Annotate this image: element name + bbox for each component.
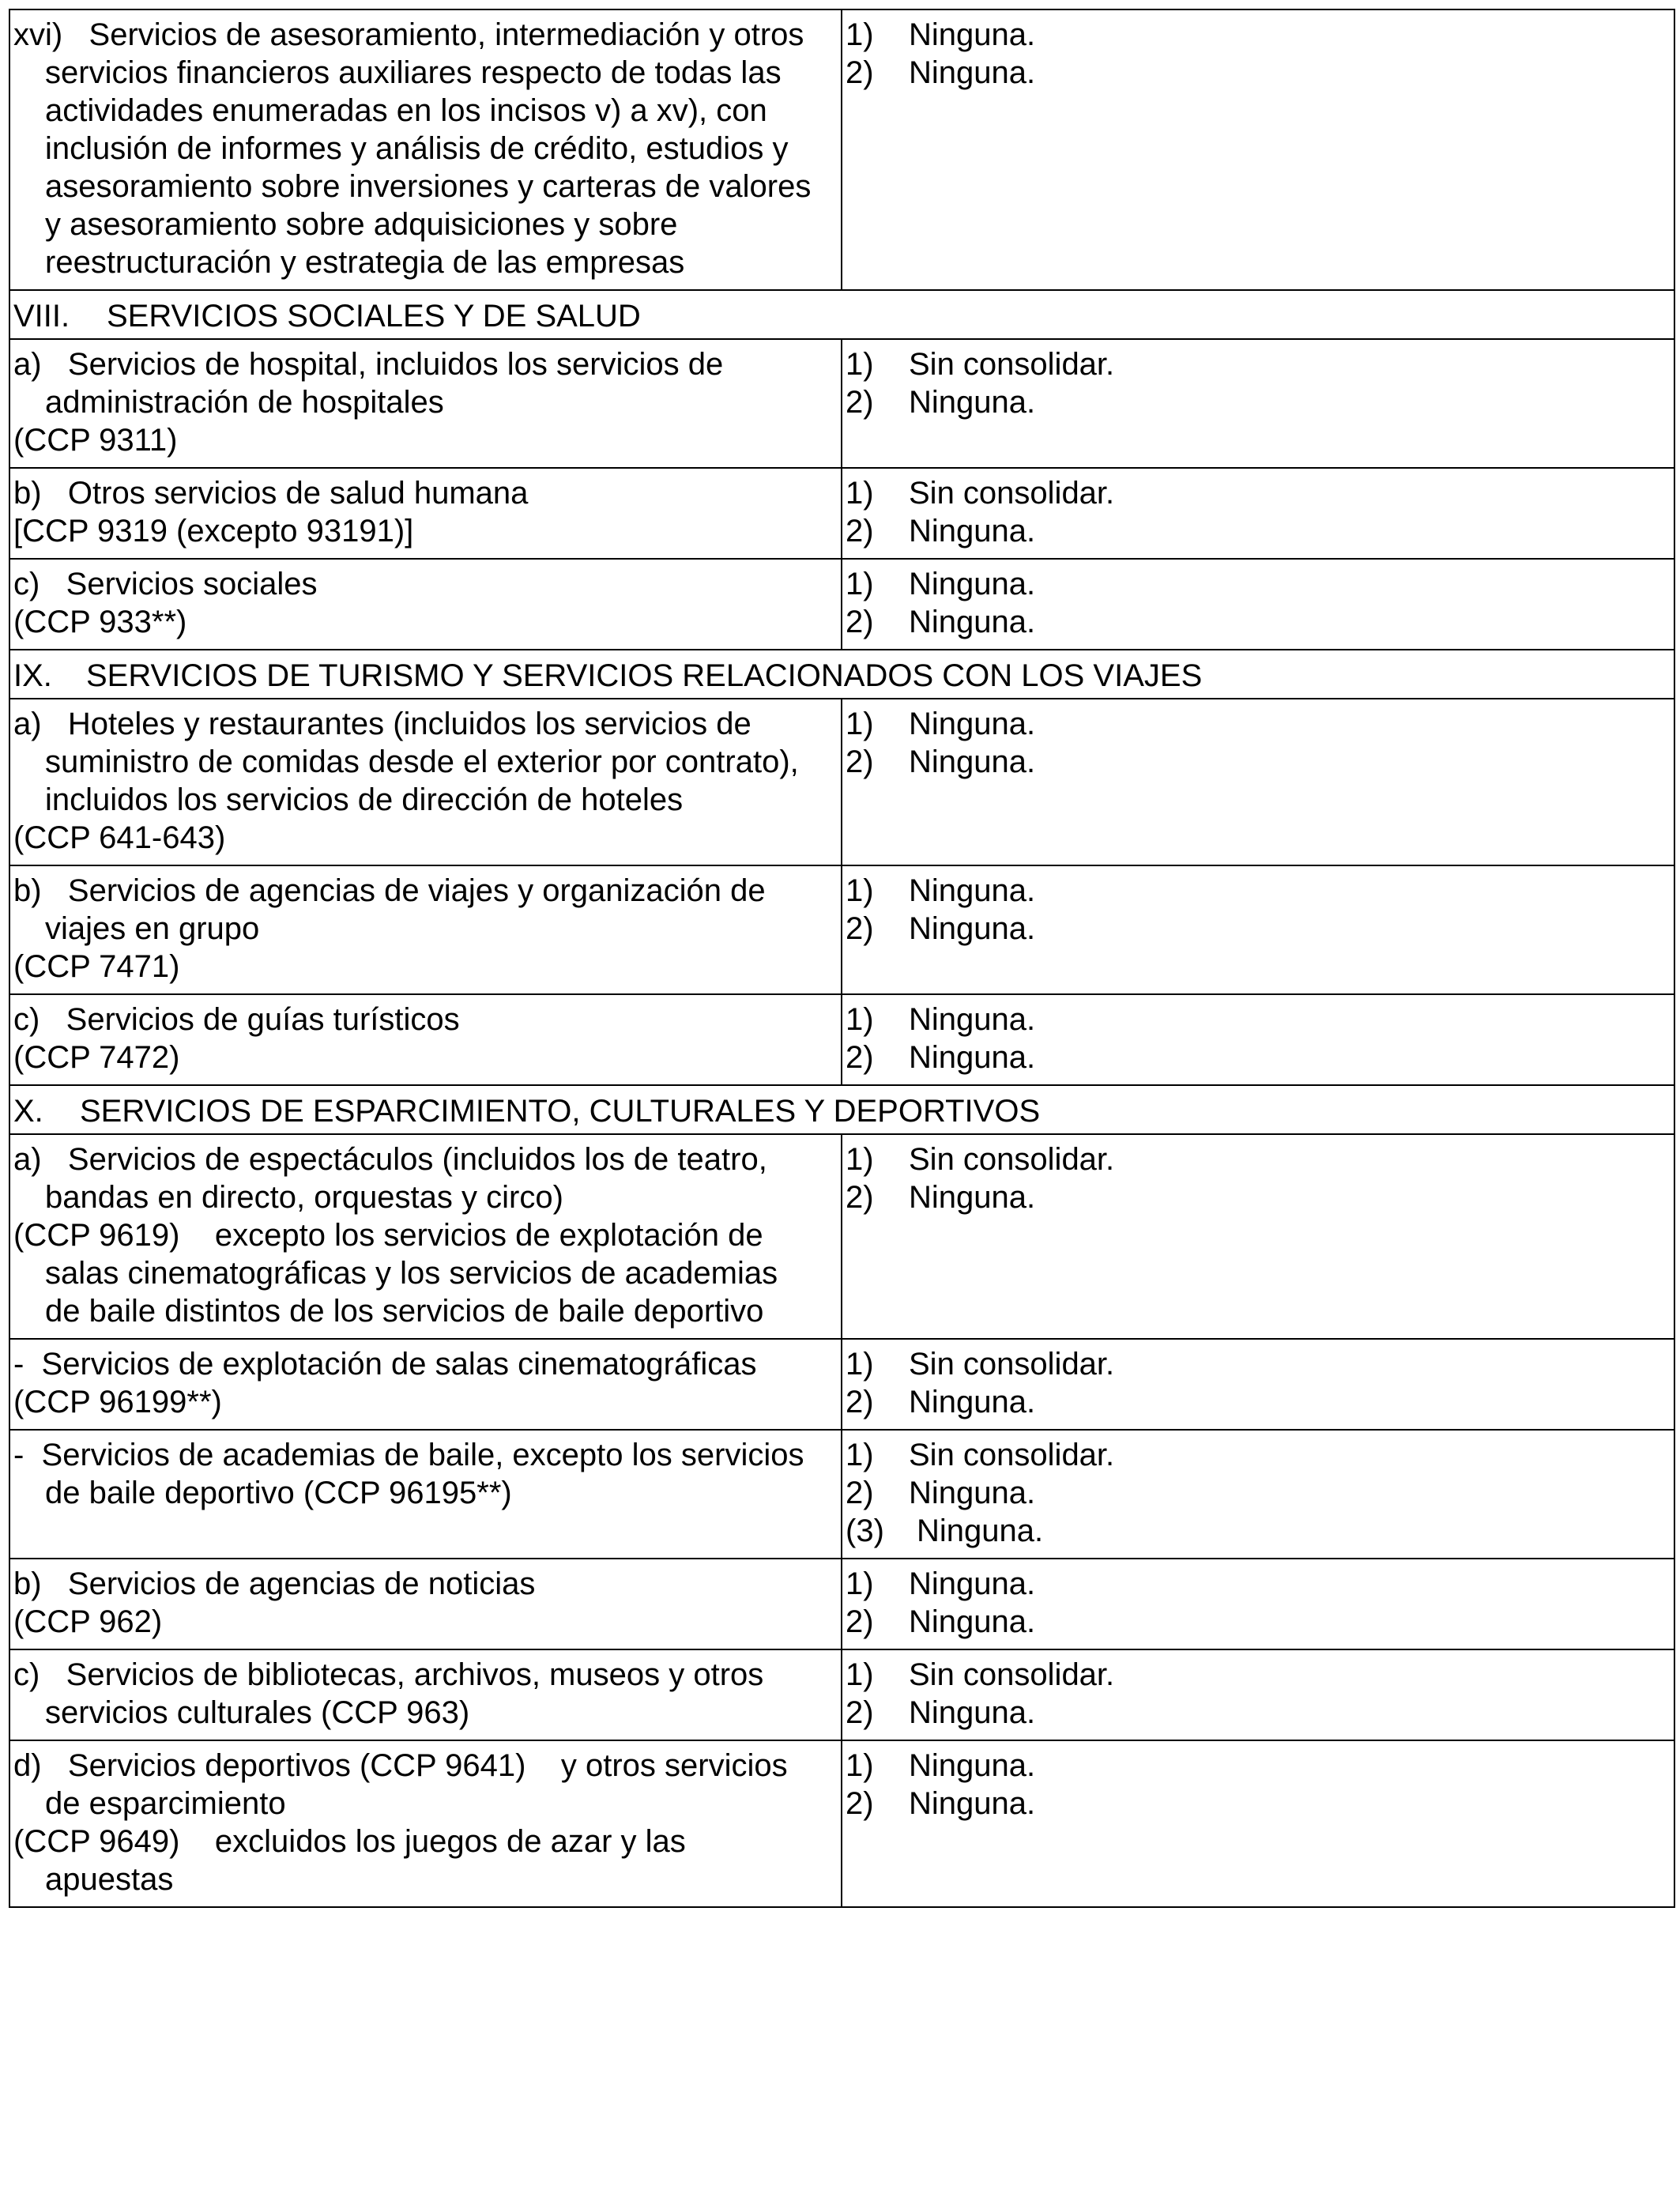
sector-cell [9, 865, 842, 994]
commitment-line [846, 1039, 1671, 1076]
sector-line: (CCP 9649) excluidos los juegos de azar y las [13, 1824, 686, 1859]
section-row [9, 290, 1674, 339]
sector-cell [9, 994, 842, 1085]
section-heading [9, 290, 1674, 339]
commitment-text: Ninguna. [909, 514, 1036, 548]
sector-line: a) Hoteles y restaurantes (incluidos los servicios de [13, 707, 751, 741]
table-row [9, 559, 1674, 650]
commitment-cell [842, 1649, 1674, 1740]
commitment-cell [842, 1134, 1674, 1339]
commitment-text: Ninguna. [909, 1040, 1036, 1075]
commitment-line [846, 1474, 1671, 1512]
sector-line: a) Servicios de hospital, incluidos los servicios de [13, 347, 724, 382]
table-row [9, 865, 1674, 994]
commitment-line [846, 743, 1671, 781]
commitment-cell [842, 468, 1674, 559]
commitment-line [846, 1785, 1671, 1823]
sector-line: b) Otros servicios de salud humana [13, 476, 529, 511]
commitment-cell [842, 1559, 1674, 1649]
sector-cell [9, 1134, 842, 1339]
commitment-mark: 2) [846, 385, 874, 420]
table-row [9, 1430, 1674, 1559]
sector-line: d) Servicios deportivos (CCP 9641) y otros servicios [13, 1748, 788, 1783]
commitment-line [846, 512, 1671, 550]
commitment-line [846, 1436, 1671, 1474]
commitment-line [846, 1140, 1671, 1178]
sector-line: (CCP 96199**) [13, 1385, 222, 1419]
commitment-mark: 1) [846, 1748, 874, 1783]
commitment-text: Ninguna. [909, 1695, 1036, 1730]
sector-line: (CCP 9311) [13, 423, 178, 458]
commitment-mark: 2) [846, 1786, 874, 1821]
sector-line: incluidos los servicios de dirección de hoteles [45, 782, 684, 817]
table-row [9, 994, 1674, 1085]
commitment-line [846, 1694, 1671, 1732]
commitment-text: Sin consolidar. [909, 476, 1115, 511]
commitment-mark: 2) [846, 1604, 874, 1639]
sector-line: xvi) Servicios de asesoramiento, intermediación y otros [13, 17, 804, 52]
commitment-text: Sin consolidar. [909, 347, 1115, 382]
section-title: SERVICIOS DE ESPARCIMIENTO, CULTURALES Y DEPORTIVOS [80, 1094, 1041, 1129]
section-number: VIII. [13, 299, 70, 334]
sector-cell [9, 9, 842, 290]
sector-line: [CCP 9319 (excepto 93191)] [13, 514, 414, 548]
sector-line: inclusión de informes y análisis de crédito, estudios y [45, 131, 789, 166]
sector-line: suministro de comidas desde el exterior por contrato), [45, 745, 799, 779]
commitment-line [846, 1345, 1671, 1383]
section-title: SERVICIOS SOCIALES Y DE SALUD [107, 299, 641, 334]
sector-cell [9, 1559, 842, 1649]
table-row [9, 9, 1674, 290]
commitment-cell [842, 339, 1674, 468]
sector-line: (CCP 9619) excepto los servicios de explotación de [13, 1218, 763, 1253]
sector-cell [9, 1740, 842, 1907]
commitment-mark: 1) [846, 1002, 874, 1037]
commitment-mark: (3) [846, 1514, 884, 1548]
commitment-line [846, 603, 1671, 641]
table-row [9, 1740, 1674, 1907]
sector-cell [9, 468, 842, 559]
commitment-mark: 1) [846, 1566, 874, 1601]
commitment-text: Ninguna. [909, 1476, 1036, 1510]
commitment-line [846, 16, 1671, 54]
sector-line: servicios culturales (CCP 963) [45, 1695, 470, 1730]
commitment-mark: 1) [846, 476, 874, 511]
sector-cell [9, 699, 842, 865]
commitment-cell [842, 559, 1674, 650]
commitment-mark: 1) [846, 17, 874, 52]
sector-line: c) Servicios sociales [13, 567, 318, 601]
commitment-mark: 1) [846, 1347, 874, 1382]
section-number: X. [13, 1094, 43, 1129]
commitment-text: Ninguna. [909, 1748, 1036, 1783]
commitment-mark: 2) [846, 745, 874, 779]
sector-line: (CCP 7472) [13, 1040, 180, 1075]
section-title: SERVICIOS DE TURISMO Y SERVICIOS RELACIONADOS CON LOS VIAJES [86, 658, 1203, 693]
section-heading [9, 650, 1674, 699]
commitment-mark: 2) [846, 55, 874, 90]
commitment-mark: 1) [846, 873, 874, 908]
sector-line: - Servicios de explotación de salas cinematográficas [13, 1347, 757, 1382]
table-row [9, 339, 1674, 468]
sector-line: de esparcimiento [45, 1786, 286, 1821]
sector-line: administración de hospitales [45, 385, 444, 420]
commitment-line [846, 1383, 1671, 1421]
commitment-text: Sin consolidar. [909, 1657, 1115, 1692]
commitment-line [846, 54, 1671, 92]
sector-line: b) Servicios de agencias de viajes y organización de [13, 873, 766, 908]
commitment-text: Ninguna. [909, 745, 1036, 779]
commitment-line [846, 1001, 1671, 1039]
sector-line: servicios financieros auxiliares respecto de todas las [45, 55, 782, 90]
commitment-mark: 1) [846, 1438, 874, 1472]
commitment-line [846, 1656, 1671, 1694]
commitment-mark: 2) [846, 1040, 874, 1075]
sector-cell [9, 339, 842, 468]
sector-line: apuestas [45, 1862, 174, 1897]
commitment-line [846, 1178, 1671, 1216]
commitment-mark: 1) [846, 567, 874, 601]
commitment-text: Sin consolidar. [909, 1142, 1115, 1177]
table-row [9, 1339, 1674, 1430]
sector-line: de baile distintos de los servicios de baile deportivo [45, 1294, 764, 1329]
commitment-line [846, 383, 1671, 421]
sector-line: asesoramiento sobre inversiones y carteras de valores [45, 169, 812, 204]
section-number: IX. [13, 658, 52, 693]
commitments-table [9, 9, 1675, 1908]
sector-line: - Servicios de academias de baile, excepto los servicios [13, 1438, 804, 1472]
commitment-mark: 2) [846, 1695, 874, 1730]
table-row [9, 468, 1674, 559]
sector-cell [9, 1430, 842, 1559]
commitment-line [846, 872, 1671, 910]
commitment-text: Ninguna. [909, 873, 1036, 908]
sector-line: a) Servicios de espectáculos (incluidos los de teatro, [13, 1142, 767, 1177]
sector-line: viajes en grupo [45, 911, 260, 946]
sector-line: b) Servicios de agencias de noticias [13, 1566, 536, 1601]
commitment-line [846, 1747, 1671, 1785]
sector-line: de baile deportivo (CCP 96195**) [45, 1476, 512, 1510]
sector-line: (CCP 962) [13, 1604, 163, 1639]
commitment-cell [842, 1740, 1674, 1907]
commitment-text: Sin consolidar. [909, 1438, 1115, 1472]
commitment-cell [842, 865, 1674, 994]
commitment-mark: 1) [846, 1657, 874, 1692]
section-row [9, 1085, 1674, 1134]
table-row [9, 1559, 1674, 1649]
commitment-line [846, 705, 1671, 743]
commitment-text: Sin consolidar. [909, 1347, 1115, 1382]
commitment-mark: 2) [846, 605, 874, 639]
sector-line: reestructuración y estrategia de las empresas [45, 245, 685, 280]
sector-cell [9, 1339, 842, 1430]
commitment-text: Ninguna. [909, 605, 1036, 639]
commitment-cell [842, 1430, 1674, 1559]
commitment-text: Ninguna. [909, 1385, 1036, 1419]
commitment-mark: 2) [846, 1385, 874, 1419]
commitment-text: Ninguna. [909, 567, 1036, 601]
commitment-mark: 2) [846, 514, 874, 548]
commitment-mark: 1) [846, 347, 874, 382]
commitment-text: Ninguna. [909, 1180, 1036, 1215]
commitment-line [846, 910, 1671, 948]
sector-cell [9, 559, 842, 650]
sector-line: y asesoramiento sobre adquisiciones y sobre [45, 207, 678, 242]
commitment-text: Ninguna. [909, 707, 1036, 741]
commitment-mark: 1) [846, 707, 874, 741]
commitment-mark: 2) [846, 1180, 874, 1215]
sector-line: c) Servicios de guías turísticos [13, 1002, 460, 1037]
table-row [9, 1649, 1674, 1740]
commitment-text: Ninguna. [909, 55, 1036, 90]
commitment-line [846, 1512, 1671, 1550]
commitment-mark: 2) [846, 911, 874, 946]
sector-line: salas cinematográficas y los servicios de academias [45, 1256, 778, 1291]
commitment-line [846, 565, 1671, 603]
commitment-cell [842, 994, 1674, 1085]
sector-line: actividades enumeradas en los incisos v) a xv), con [45, 93, 767, 128]
commitment-text: Ninguna. [909, 17, 1036, 52]
commitment-line [846, 1603, 1671, 1641]
commitment-text: Ninguna. [917, 1514, 1044, 1548]
commitment-text: Ninguna. [909, 385, 1036, 420]
commitment-text: Ninguna. [909, 1604, 1036, 1639]
section-heading [9, 1085, 1674, 1134]
commitment-cell [842, 1339, 1674, 1430]
commitment-text: Ninguna. [909, 1786, 1036, 1821]
sector-line: (CCP 641-643) [13, 820, 226, 855]
sector-cell [9, 1649, 842, 1740]
commitment-mark: 2) [846, 1476, 874, 1510]
table-row [9, 1134, 1674, 1339]
commitment-line [846, 345, 1671, 383]
commitment-cell [842, 9, 1674, 290]
commitment-text: Ninguna. [909, 911, 1036, 946]
commitment-text: Ninguna. [909, 1002, 1036, 1037]
table-row [9, 699, 1674, 865]
commitment-cell [842, 699, 1674, 865]
sector-line: bandas en directo, orquestas y circo) [45, 1180, 563, 1215]
sector-line: c) Servicios de bibliotecas, archivos, museos y otros [13, 1657, 764, 1692]
commitment-line [846, 1565, 1671, 1603]
commitment-mark: 1) [846, 1142, 874, 1177]
commitment-text: Ninguna. [909, 1566, 1036, 1601]
section-row [9, 650, 1674, 699]
commitment-line [846, 474, 1671, 512]
sector-line: (CCP 933**) [13, 605, 187, 639]
sector-line: (CCP 7471) [13, 949, 180, 984]
